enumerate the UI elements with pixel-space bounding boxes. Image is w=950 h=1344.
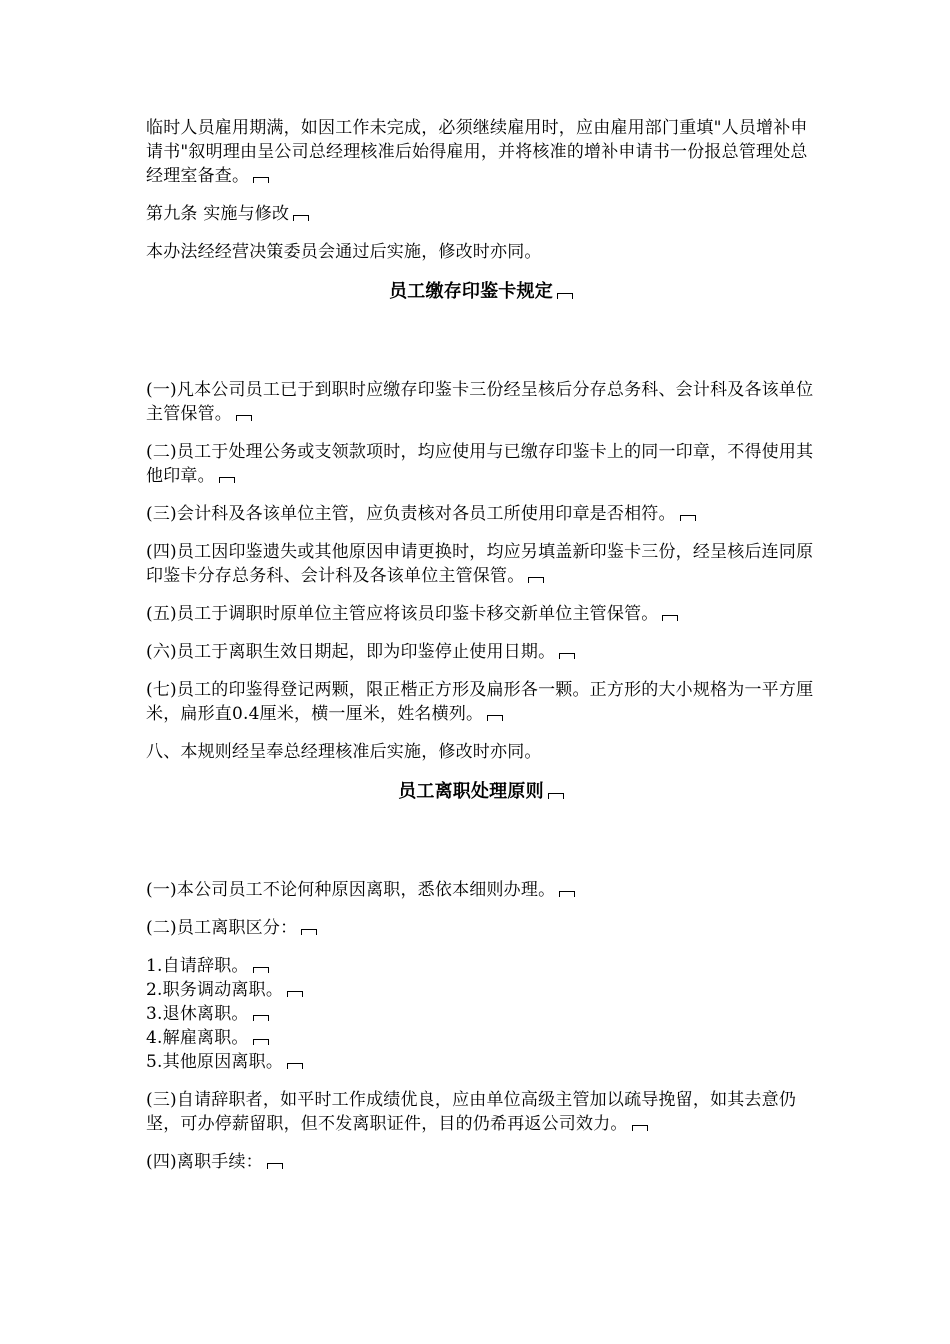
list-item-text: 5.其他原因离职。 — [146, 1052, 284, 1072]
article-nine-heading — [146, 202, 816, 226]
paragraph-text: (一)本公司员工不论何种原因离职，悉依本细则办理。 — [146, 880, 556, 900]
seal-rule-1 — [146, 378, 816, 426]
paragraph-text: (二)员工离职区分： — [146, 918, 298, 938]
paragraph-text: (二)员工于处理公务或支领款项时，均应使用与已缴存印鉴卡上的同一印章，不得使用其他印章。 — [146, 442, 814, 486]
resignation-rule-3 — [146, 1088, 816, 1136]
list-item-text: 4.解雇离职。 — [146, 1028, 249, 1048]
list-item — [146, 1050, 816, 1074]
seal-rule-8 — [146, 740, 816, 764]
paragraph-mark-icon — [487, 715, 503, 721]
resignation-rule-2 — [146, 916, 816, 940]
paragraph-text: 本办法经经营决策委员会通过后实施，修改时亦同。 — [146, 242, 542, 262]
paragraph-text: (三)自请辞职者，如平时工作成绩优良，应由单位高级主管加以疏导挽留，如其去意仍坚，可办停薪留职，但不发离职证件，目的仍希再返公司效力。 — [146, 1090, 797, 1134]
paragraph-mark-icon — [632, 1125, 648, 1131]
document-page — [146, 116, 816, 1188]
paragraph-mark-icon — [528, 577, 544, 583]
paragraph-text: (七)员工的印鉴得登记两颗，限正楷正方形及扁形各一颗。正方形的大小规格为一平方厘米，扁形直0.4厘米，横一厘米，姓名横列。 — [146, 680, 814, 724]
paragraph-mark-icon — [557, 293, 573, 299]
seal-rule-2 — [146, 440, 816, 488]
paragraph-temporary-staff — [146, 116, 816, 188]
section-title-resignation — [146, 778, 816, 806]
paragraph-mark-icon — [236, 415, 252, 421]
list-item — [146, 978, 816, 1002]
paragraph-text: (一)凡本公司员工已于到职时应缴存印鉴卡三份经呈核后分存总务科、会计科及各该单位主管保管。 — [146, 380, 814, 424]
paragraph-mark-icon — [253, 1039, 269, 1045]
paragraph-mark-icon — [253, 177, 269, 183]
paragraph-mark-icon — [293, 215, 309, 221]
seal-rule-7 — [146, 678, 816, 726]
paragraph-mark-icon — [287, 991, 303, 997]
paragraph-text: 第九条 实施与修改 — [146, 204, 290, 224]
paragraph-mark-icon — [559, 891, 575, 897]
list-item — [146, 1026, 816, 1050]
paragraph-mark-icon — [253, 967, 269, 973]
paragraph-mark-icon — [253, 1015, 269, 1021]
paragraph-text: 八、本规则经呈奉总经理核准后实施，修改时亦同。 — [146, 742, 542, 762]
section-title-text: 员工离职处理原则 — [398, 781, 544, 802]
section-title-seal-card — [146, 278, 816, 306]
list-item — [146, 1002, 816, 1026]
section-title-text: 员工缴存印鉴卡规定 — [389, 281, 553, 302]
paragraph-mark-icon — [301, 929, 317, 935]
paragraph-text: (六)员工于离职生效日期起，即为印鉴停止使用日期。 — [146, 642, 556, 662]
list-item-text: 3.退休离职。 — [146, 1004, 249, 1024]
list-item-text: 1.自请辞职。 — [146, 956, 249, 976]
paragraph-mark-icon — [559, 653, 575, 659]
paragraph-mark-icon — [267, 1163, 283, 1169]
paragraph-text: (四)离职手续： — [146, 1152, 263, 1172]
list-item — [146, 954, 816, 978]
paragraph-text: 临时人员雇用期满，如因工作未完成，必须继续雇用时，应由雇用部门重填"人员增补申请书"叙明理由呈公司总经理核准后始得雇用，并将核准的增补申请书一份报总管理处总经理室备查。 — [146, 118, 808, 186]
list-item-text: 2.职务调动离职。 — [146, 980, 284, 1000]
resignation-type-list — [146, 954, 816, 1074]
paragraph-text: (四)员工因印鉴遗失或其他原因申请更换时，均应另填盖新印鉴卡三份，经呈核后连同原印鉴卡分存总务科、会计科及各该单位主管保管。 — [146, 542, 814, 586]
paragraph-text: (五)员工于调职时原单位主管应将该员印鉴卡移交新单位主管保管。 — [146, 604, 659, 624]
resignation-rule-1 — [146, 878, 816, 902]
seal-rule-5 — [146, 602, 816, 626]
paragraph-mark-icon — [662, 615, 678, 621]
seal-rule-6 — [146, 640, 816, 664]
paragraph-mark-icon — [219, 477, 235, 483]
seal-rule-3 — [146, 502, 816, 526]
resignation-rule-4 — [146, 1150, 816, 1174]
paragraph-mark-icon — [680, 515, 696, 521]
paragraph-mark-icon — [548, 793, 564, 799]
seal-rule-4 — [146, 540, 816, 588]
paragraph-text: (三)会计科及各该单位主管，应负责核对各员工所使用印章是否相符。 — [146, 504, 676, 524]
paragraph-implementation — [146, 240, 816, 264]
paragraph-mark-icon — [287, 1063, 303, 1069]
